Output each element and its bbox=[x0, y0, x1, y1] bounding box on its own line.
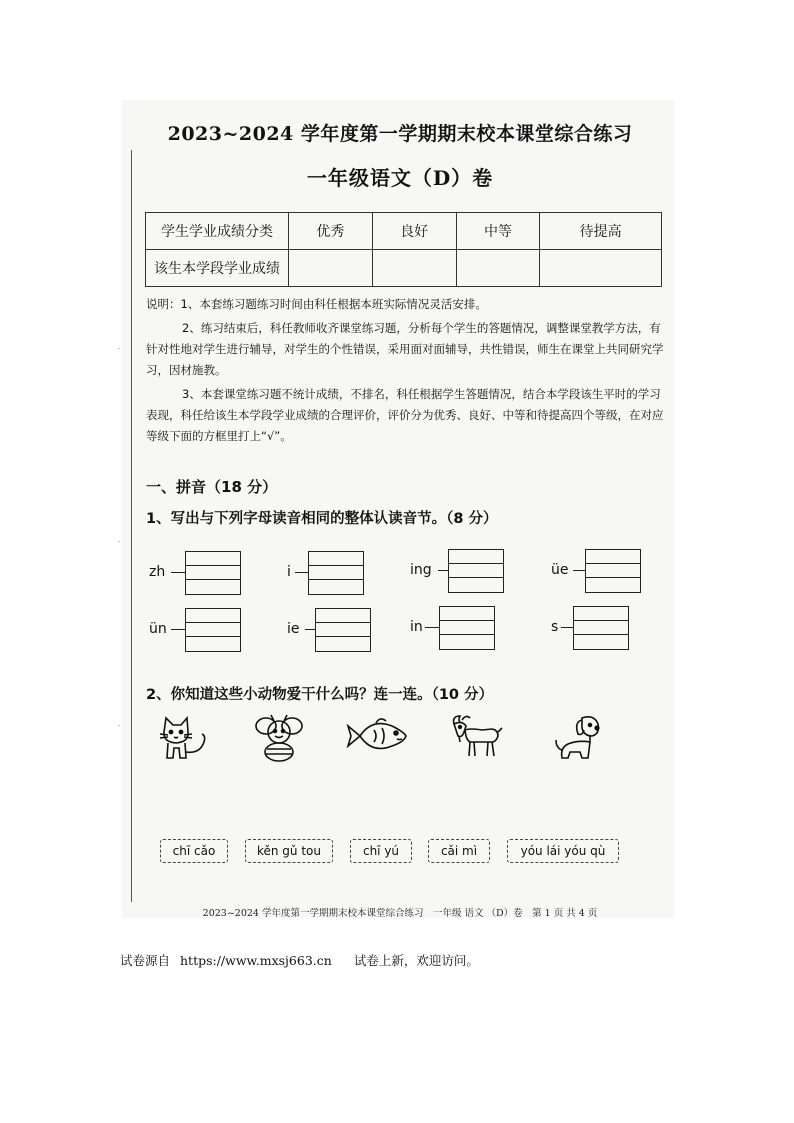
connector-line bbox=[295, 572, 308, 573]
binding-margin-line bbox=[131, 150, 132, 902]
letter-label: ing bbox=[410, 562, 432, 578]
connector-line bbox=[573, 570, 585, 571]
letter-label: üe bbox=[551, 562, 569, 578]
pinyin-tag[interactable]: kěn gǔ tou bbox=[245, 839, 333, 863]
connector-line bbox=[561, 627, 573, 628]
writing-box[interactable] bbox=[439, 606, 495, 650]
grade-row-label: 学生学业成绩分类 bbox=[146, 213, 289, 250]
source-url[interactable]: https://www.mxsj663.cn bbox=[180, 953, 332, 968]
pinyin-item bbox=[287, 608, 387, 652]
instructions bbox=[146, 294, 666, 447]
section-title: 一、拼音（18 分） bbox=[146, 478, 278, 496]
grade-level-average: 中等 bbox=[456, 213, 540, 250]
pinyin-tag[interactable]: cǎi mì bbox=[428, 839, 490, 863]
connector-line bbox=[438, 570, 448, 571]
writing-box[interactable] bbox=[448, 549, 504, 593]
grade-level-improve: 待提高 bbox=[540, 213, 662, 250]
writing-box[interactable] bbox=[185, 608, 241, 652]
pinyin-tag[interactable]: yóu lái yóu qù bbox=[507, 839, 619, 863]
source-line bbox=[120, 951, 479, 969]
margin-mark: · bbox=[118, 722, 121, 730]
grade-row-result bbox=[146, 250, 662, 287]
goat-icon[interactable] bbox=[448, 712, 504, 760]
writing-box[interactable] bbox=[185, 551, 241, 595]
pinyin-item bbox=[410, 606, 510, 650]
connector-line bbox=[171, 629, 185, 630]
pinyin-item bbox=[551, 549, 651, 593]
exam-subtitle: 一年级语文（D）卷 bbox=[306, 166, 494, 190]
writing-box[interactable] bbox=[315, 608, 371, 652]
fish-icon[interactable] bbox=[346, 712, 410, 758]
pinyin-item bbox=[149, 608, 249, 652]
grade-level-excellent: 优秀 bbox=[289, 213, 373, 250]
note-2: 2、练习结束后，科任教师收齐课堂练习题，分析每个学生的答题情况，调整课堂教学方法，有针对性地对学生进行辅导，对学生的个性错误，采用面对面辅导，共性错误，师生在课堂上共同研究学习，因材施教。 bbox=[146, 321, 664, 377]
margin-mark: · bbox=[118, 345, 121, 353]
writing-box[interactable] bbox=[308, 551, 364, 595]
grade-row-categories bbox=[146, 213, 662, 250]
exam-title: 2023~2024 学年度第一学期期末校本课堂综合练习 bbox=[167, 123, 633, 145]
cat-icon[interactable] bbox=[156, 712, 212, 764]
bee-icon[interactable] bbox=[250, 712, 308, 764]
letter-label: zh bbox=[149, 564, 166, 580]
pinyin-item bbox=[287, 551, 387, 595]
pinyin-item bbox=[551, 606, 651, 650]
letter-label: s bbox=[551, 619, 559, 635]
connector-line bbox=[171, 572, 185, 573]
dog-icon[interactable] bbox=[552, 712, 604, 764]
grade-check-cell[interactable] bbox=[540, 250, 662, 287]
note-1: 说明：1、本套练习题练习时间由科任根据本班实际情况灵活安排。 bbox=[146, 297, 487, 311]
writing-box[interactable] bbox=[585, 549, 641, 593]
grade-check-cell[interactable] bbox=[372, 250, 456, 287]
letter-label: in bbox=[410, 619, 423, 635]
grade-row-label: 该生本学段学业成绩 bbox=[146, 250, 289, 287]
connector-line bbox=[425, 627, 439, 628]
source-label: 试卷源自 bbox=[120, 953, 171, 968]
letter-label: i bbox=[287, 564, 291, 580]
grade-check-cell[interactable] bbox=[289, 250, 373, 287]
pinyin-tag[interactable]: chī cǎo bbox=[160, 839, 228, 863]
grade-table bbox=[145, 212, 662, 287]
page-footer: 2023~2024 学年度第一学期期末校本课堂综合练习 一年级 语文 （D）卷 第 1 页 共 4 页 bbox=[202, 908, 598, 919]
grade-check-cell[interactable] bbox=[456, 250, 540, 287]
pinyin-item bbox=[410, 549, 510, 593]
letter-label: ie bbox=[287, 621, 300, 637]
pinyin-tag[interactable]: chī yú bbox=[350, 839, 412, 863]
grade-level-good: 良好 bbox=[372, 213, 456, 250]
question-1: 1、写出与下列字母读音相同的整体认读音节。（8 分） bbox=[146, 511, 498, 527]
connector-line bbox=[305, 629, 315, 630]
writing-box[interactable] bbox=[573, 606, 629, 650]
question-2: 2、你知道这些小动物爱干什么吗？连一连。（10 分） bbox=[146, 687, 494, 703]
margin-mark: · bbox=[118, 538, 121, 546]
letter-label: ün bbox=[149, 621, 167, 637]
pinyin-item bbox=[149, 551, 249, 595]
source-note: 试卷上新，欢迎访问。 bbox=[353, 953, 479, 968]
note-3: 3、本套课堂练习题不统计成绩，不排名，科任根据学生答题情况，结合本学段该生平时的学习表现，科任给该生本学段学业成绩的合理评价，评价分为优秀、良好、中等和待提高四个等级，在对应等级下面的方框里打上“√”。 bbox=[146, 387, 664, 443]
